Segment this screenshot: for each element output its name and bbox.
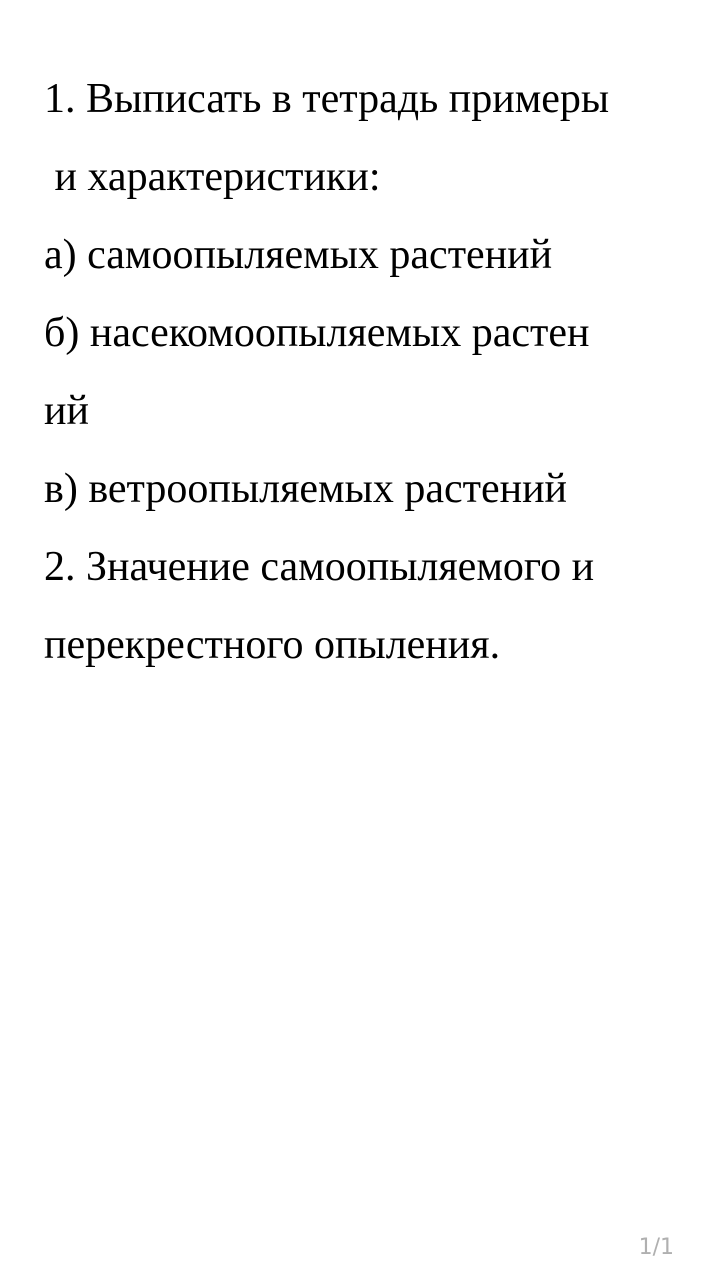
task-2-line-2: перекрестного опыления.	[44, 622, 501, 668]
task-2-line-1: 2. Значение самоопыляемого и	[44, 544, 595, 590]
task-1-line-1: 1. Выписать в тетрадь примеры	[44, 76, 610, 122]
page-indicator: 1/1	[638, 1235, 674, 1260]
item-b-line-2: ий	[44, 388, 89, 434]
task-1-line-2: и характеристики:	[44, 154, 381, 200]
item-a-line: а) самоопыляемых растений	[44, 232, 553, 278]
item-b-line-1: б) насекомоопыляемых растен	[44, 310, 590, 356]
document-body	[44, 60, 684, 684]
item-v-line: в) ветроопыляемых растений	[44, 466, 568, 512]
